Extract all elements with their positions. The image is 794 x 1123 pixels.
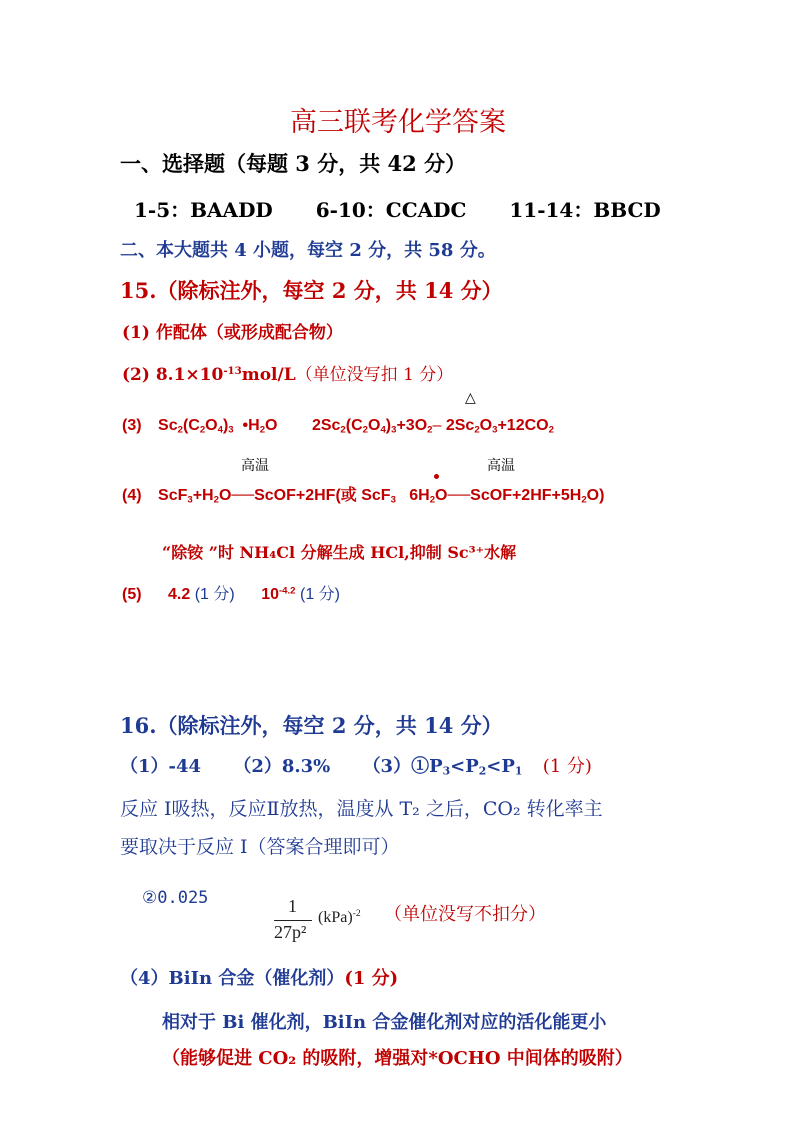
q15-part5-label: (5) [122,586,142,603]
q16-answer4-line1: 相对于 Bi 催化剂，BiIn 合金催化剂对应的活化能更小 [162,1012,607,1033]
fraction-bar [274,920,312,921]
page-title: 高三联考化学答案 [290,107,506,138]
q16-heading: 16.（除标注外，每空 2 分，共 14 分） [120,713,503,738]
fraction-unit: (kPa)$^{-2}$ [318,908,361,926]
fraction-numerator: 1 [288,896,297,916]
high-temp-condition-2: 高温 [487,458,515,474]
q15-part4-label: (4) [122,487,142,504]
q16-answer2: （2）8.3% [233,756,331,777]
q15-part5-points1: (1 分) [194,586,235,603]
high-temp-condition-1: 高温 [241,458,269,474]
q15-part4-explanation: “除铵 ”时 NH₄Cl 分解生成 HCl,抑制 Sc³⁺水解 [162,543,517,562]
q15-part2-note: （单位没写扣 1 分） [295,365,454,385]
q15-part5-points2: (1 分) [299,586,340,603]
q16-answer3: $(3)①P_3<P_2<P_1$ [362,756,523,778]
q15-part3 [122,417,554,435]
answers-1-5: 1-5：BAADD [134,198,273,222]
q15-part3-label: (3) [122,417,142,434]
q15-part4 [122,482,604,505]
q16-explanation-line1: 反应 Ⅰ吸热，反应Ⅱ放热，温度从 T₂ 之后，CO₂ 转化率主 [120,798,603,820]
q15-part3-equation: $2Sc_2(C_2O_4)_3+3O_2-$ $2Sc_2O_3+12CO_2$ [311,417,554,436]
q16-answer3b: ②0.025 [142,888,209,908]
q15-part3-formula: $Sc_2(C_2O_4)_3$ $•H_2O$ [158,417,278,436]
q15-part4-equation: $ScF_3+H_2O──ScOF+2HF$(或 ScF$_3$ $6H_2O──ScOF+2HF+5H_2O$) [158,487,605,506]
q15-part5-value2: $10^{-4.2}$ [261,585,296,603]
q15-part2-unit: mol/L [241,365,296,385]
q16-answer4: （4）BiIn 合金（催化剂）(1 分) [120,968,399,989]
q16-answer4-points: (1 分) [344,968,399,989]
section1-heading: 一、选择题（每题 3 分，共 42 分） [120,151,467,176]
q15-part5-value1: 4.2 [168,586,191,603]
q16-answers-row [120,752,592,778]
q16-unit-note: （单位没写不扣分） [384,904,546,925]
q16-answer4-line2: （能够促进 CO₂ 的吸附，增强对*OCHO 中间体的吸附） [162,1048,633,1069]
answers-row [134,194,661,223]
hydrate-dot [434,474,439,479]
q15-part1: (1) 作配体（或形成配合物） [122,323,343,343]
q15-part2 [122,360,453,385]
q16-explanation-line2: 要取决于反应 Ⅰ（答案合理即可） [120,836,400,858]
answers-6-10: 6-10：CCADC [315,198,467,222]
heat-condition-symbol: △ [465,390,476,406]
section2-heading: 二、本大题共 4 小题，每空 2 分，共 58 分。 [120,240,496,261]
fraction-denominator: 27p² [274,922,307,942]
answers-11-14: 11-14：BBCD [509,198,661,222]
q15-part5-exponent: -4.2 [278,585,296,597]
q16-answer3-points: (1 分) [542,756,592,777]
q15-part2-value: (2) 8.1×10 [122,365,224,385]
q15-part2-exponent: -13 [223,364,242,377]
q15-part5 [122,581,340,604]
q15-heading: 15.（除标注外，每空 2 分，共 14 分） [120,278,503,303]
fraction-unit-exponent: -2 [352,908,361,919]
q16-answer1: （1）-44 [120,756,202,777]
